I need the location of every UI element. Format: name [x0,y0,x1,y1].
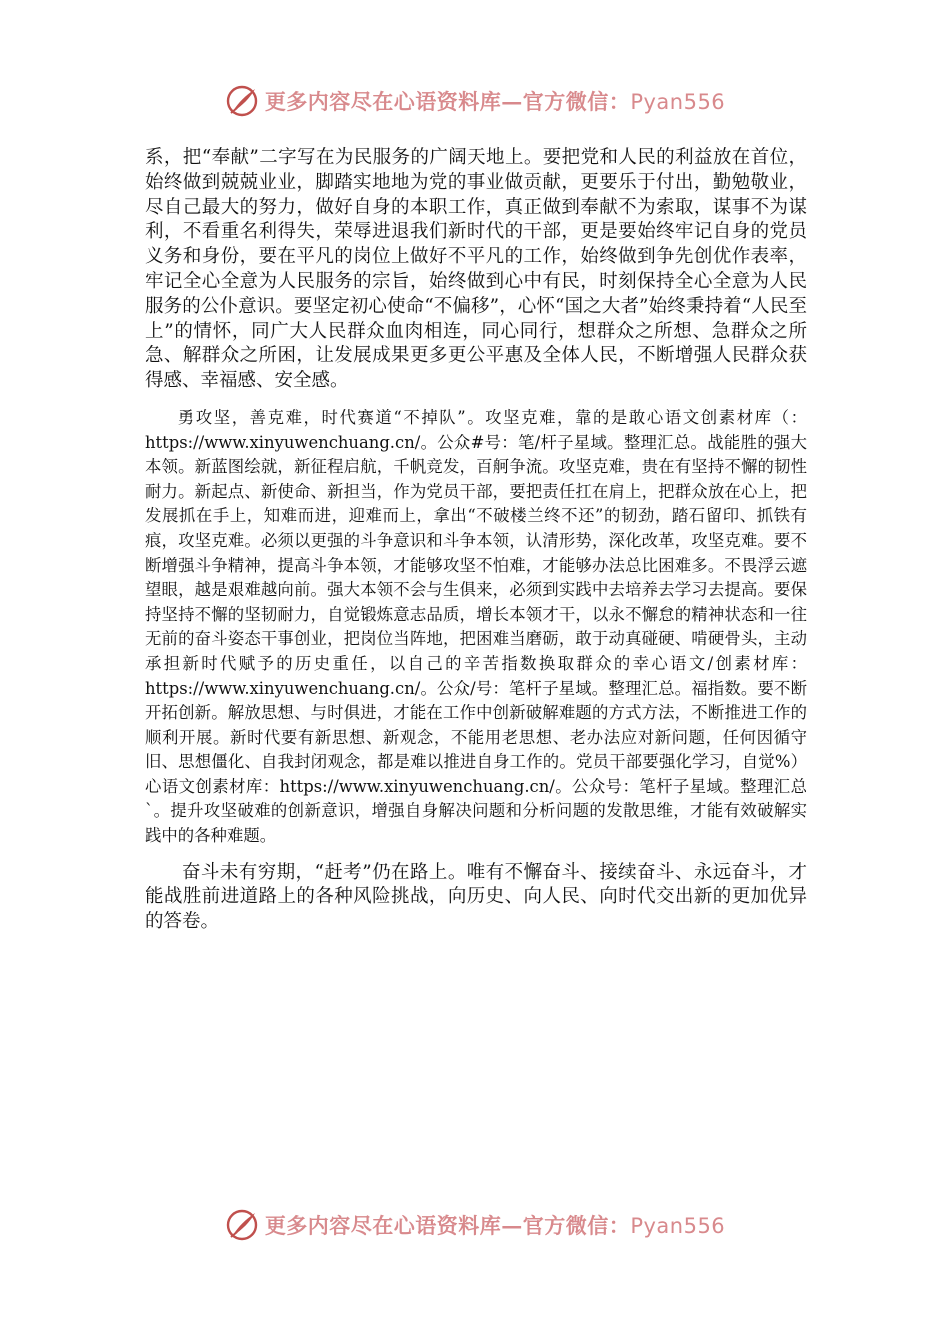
header-prefix: 更多内容尽在心语资料库—官方微信： [264,89,631,114]
paragraph-3: 奋斗未有穷期，“赶考”仍在路上。唯有不懈奋斗、接续奋斗、永远奋斗，才能战胜前进道路上的各种风险挑战，向历史、向人民、向时代交出新的更加优异的答卷。 [145,861,807,933]
footer-banner-text [265,1210,725,1240]
footer-banner [0,1208,950,1242]
quill-logo-icon [225,1208,259,1242]
quill-logo-icon [225,84,259,118]
footer-prefix: 更多内容尽在心语资料库—官方微信： [264,1213,631,1238]
header-banner-text [265,86,725,116]
paragraph-1: 系，把“奉献”二字写在为民服务的广阔天地上。要把党和人民的利益放在首位，始终做到兢兢业业，脚踏实地地为党的事业做贡献，更要乐于付出，勤勉敬业，尽自己最大的努力，做好自身的本职工作，真正做到奉献不为索取，谋事不为谋利，不看重名利得失，荣辱进退我们新时代的干部，更是要始终牢记自身的党员义务和身份，要在平凡的岗位上做好不平凡的工作，始终做到争先创优作表率，牢记全心全意为人民服务的宗旨，始终做到心中有民，时刻保持全心全意为人民服务的公仆意识。要坚定初心使命“不偏移”，心怀“国之大者”始终秉持着“人民至上”的情怀，同广大人民群众血肉相连，同心同行，想群众之所想、急群众之所急、解群众之所困，让发展成果更多更公平惠及全体人民，不断增强人民群众获得感、幸福感、安全感。 [145,147,807,392]
paragraph-2: 勇攻坚，善克难，时代赛道“不掉队”。攻坚克难，靠的是敢心语文创素材库（：https://www.xinyuwenchuang.cn/。公众#号：笔/杆子星域。整理汇总。战能胜的强大本领。新蓝图绘就，新征程启航，千帆竞发，百舸争流。攻坚克难，贵在有坚持不懈的韧性耐力。新起点、新使命、新担当，作为党员干部，要把责任扛在肩上，把群众放在心上，把发展抓在手上，知难而进，迎难而上，拿出“不破楼兰终不还”的韧劲，踏石留印、抓铁有痕，攻坚克难。必须以更强的斗争意识和斗争本领，认清形势，深化改革，攻坚克难。要不断增强斗争精神，提高斗争本领，才能够攻坚不怕难，才能够办法总比困难多。不畏浮云遮望眼，越是艰难越向前。强大本领不会与生俱来，必须到实践中去培养去学习去提高。要保持坚持不懈的坚韧耐力，自觉锻炼意志品质，增长本领才干，以永不懈怠的精神状态和一往无前的奋斗姿态干事创业，把岗位当阵地，把困难当磨砺，敢于动真碰硬、啃硬骨头，主动承担新时代赋予的历史重任，以自己的辛苦指数换取群众的幸心语文/创素材库：https://www.xinyuwenchuang.cn/。公众/号：笔杆子星域。整理汇总。福指数。要不断开拓创新。解放思想、与时俱进，才能在工作中创新破解难题的方式方法，不断推进工作的顺利开展。新时代要有新思想、新观念，不能用老思想、老办法应对新问题，任何因循守旧、思想僵化、自我封闭观念，都是难以推进自身工作的。党员干部要强化学习，自觉%）心语文创素材库：https://www.xinyuwenchuang.cn/。公众号：笔杆子星域。整理汇总`。提升攻坚破难的创新意识，增强自身解决问题和分析问题的发散思维，才能有效破解实践中的各种难题。 [145,407,807,846]
footer-wechat-id: Pyan556 [630,1214,726,1238]
document-body [145,146,807,935]
header-banner [0,84,950,118]
header-wechat-id: Pyan556 [630,90,726,114]
